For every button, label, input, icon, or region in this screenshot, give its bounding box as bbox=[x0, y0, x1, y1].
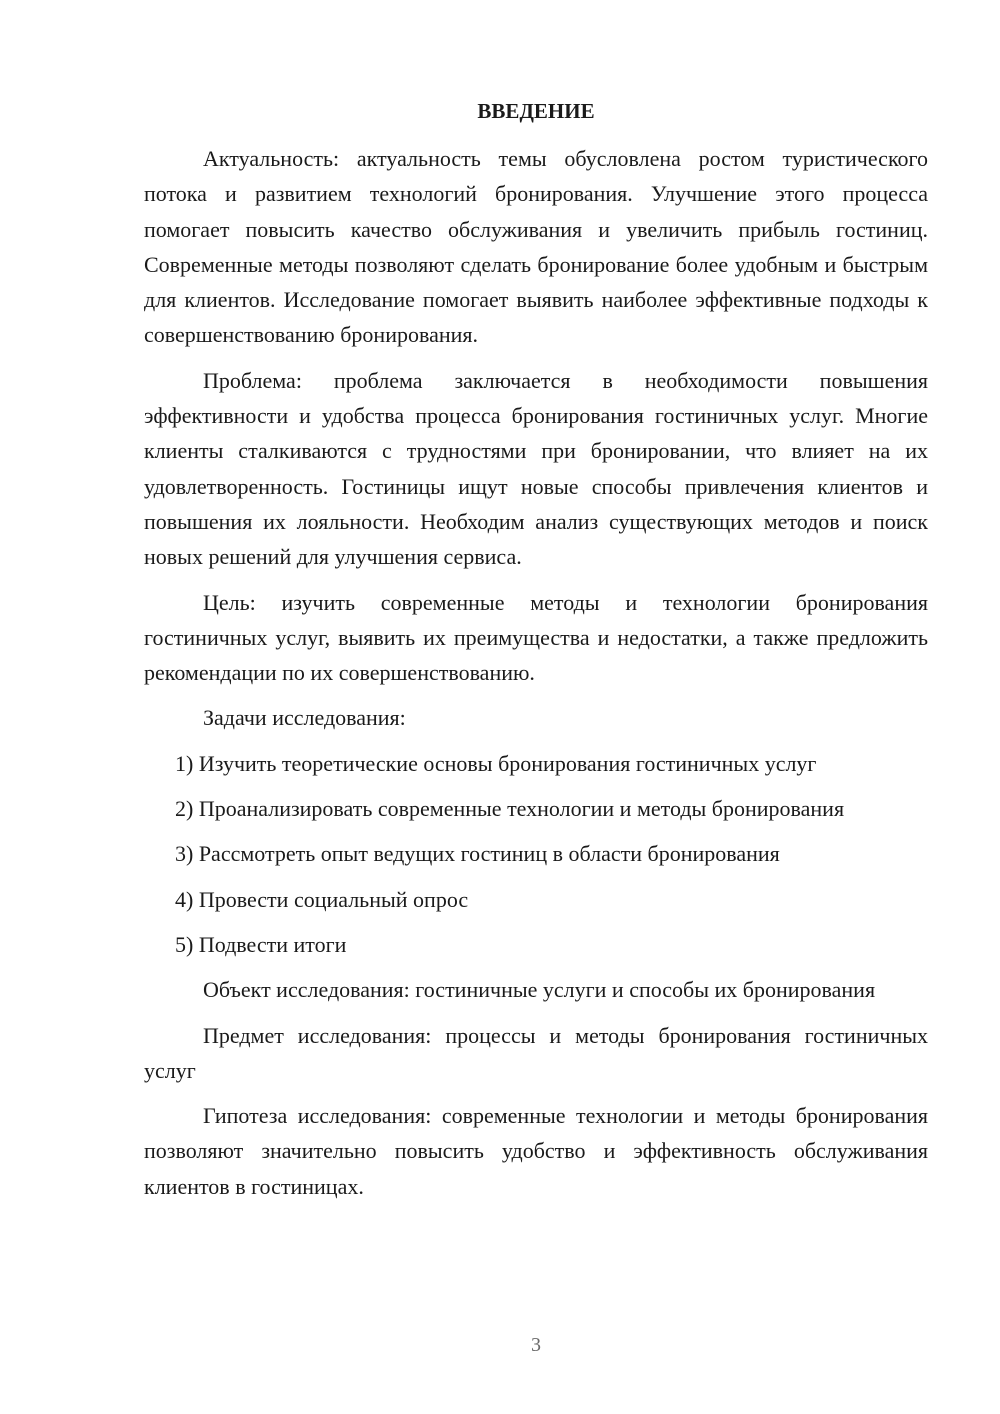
relevance-paragraph: Актуальность: актуальность темы обусловлена ростом туристического потока и развитием технологий бронирования. Улучшение этого процесса помогает повысить качество обслуживания и увеличить прибыль гостиниц. Современные методы позволяют сделать бронирование более удобным и быстрым для клиентов. Исследование помогает выявить наиболее эффективные подходы к совершенствованию бронирования. bbox=[144, 146, 928, 348]
section-title: ВВЕДЕНИЕ bbox=[477, 99, 595, 123]
task-item: 2) Проанализировать современные технологии и методы бронирования bbox=[175, 796, 845, 822]
object-paragraph: Объект исследования: гостиничные услуги и способы их бронирования bbox=[203, 977, 876, 1003]
hypothesis-paragraph: Гипотеза исследования: современные технологии и методы бронирования позволяют значительно повысить удобство и эффективность обслуживания клиентов в гостиницах. bbox=[144, 1103, 928, 1199]
problem-paragraph: Проблема: проблема заключается в необходимости повышения эффективности и удобства процесса бронирования гостиничных услуг. Многие клиенты сталкиваются с трудностями при бронировании, что влияет на их удовлетворенность. Гостиницы ищут новые способы привлечения клиентов и повышения их лояльности. Необходим анализ существующих методов и поиск новых решений для улучшения сервиса. bbox=[144, 367, 928, 570]
document-page bbox=[144, 94, 928, 1214]
task-item: 5) Подвести итоги bbox=[175, 931, 347, 957]
task-item: 4) Провести социальный опрос bbox=[175, 886, 469, 912]
task-item: 1) Изучить теоретические основы бронирования гостиничных услуг bbox=[175, 750, 817, 776]
subject-paragraph: Предмет исследования: процессы и методы бронирования гостиничных услуг bbox=[144, 1022, 928, 1083]
goal-paragraph: Цель: изучить современные методы и технологии бронирования гостиничных услуг, выявить их преимущества и недостатки, а также предложить рекомендации по их совершенствованию. bbox=[144, 589, 928, 686]
task-item: 3) Рассмотреть опыт ведущих гостиниц в области бронирования bbox=[175, 841, 780, 867]
page-number: 3 bbox=[531, 1334, 541, 1356]
tasks-heading: Задачи исследования: bbox=[203, 705, 406, 731]
